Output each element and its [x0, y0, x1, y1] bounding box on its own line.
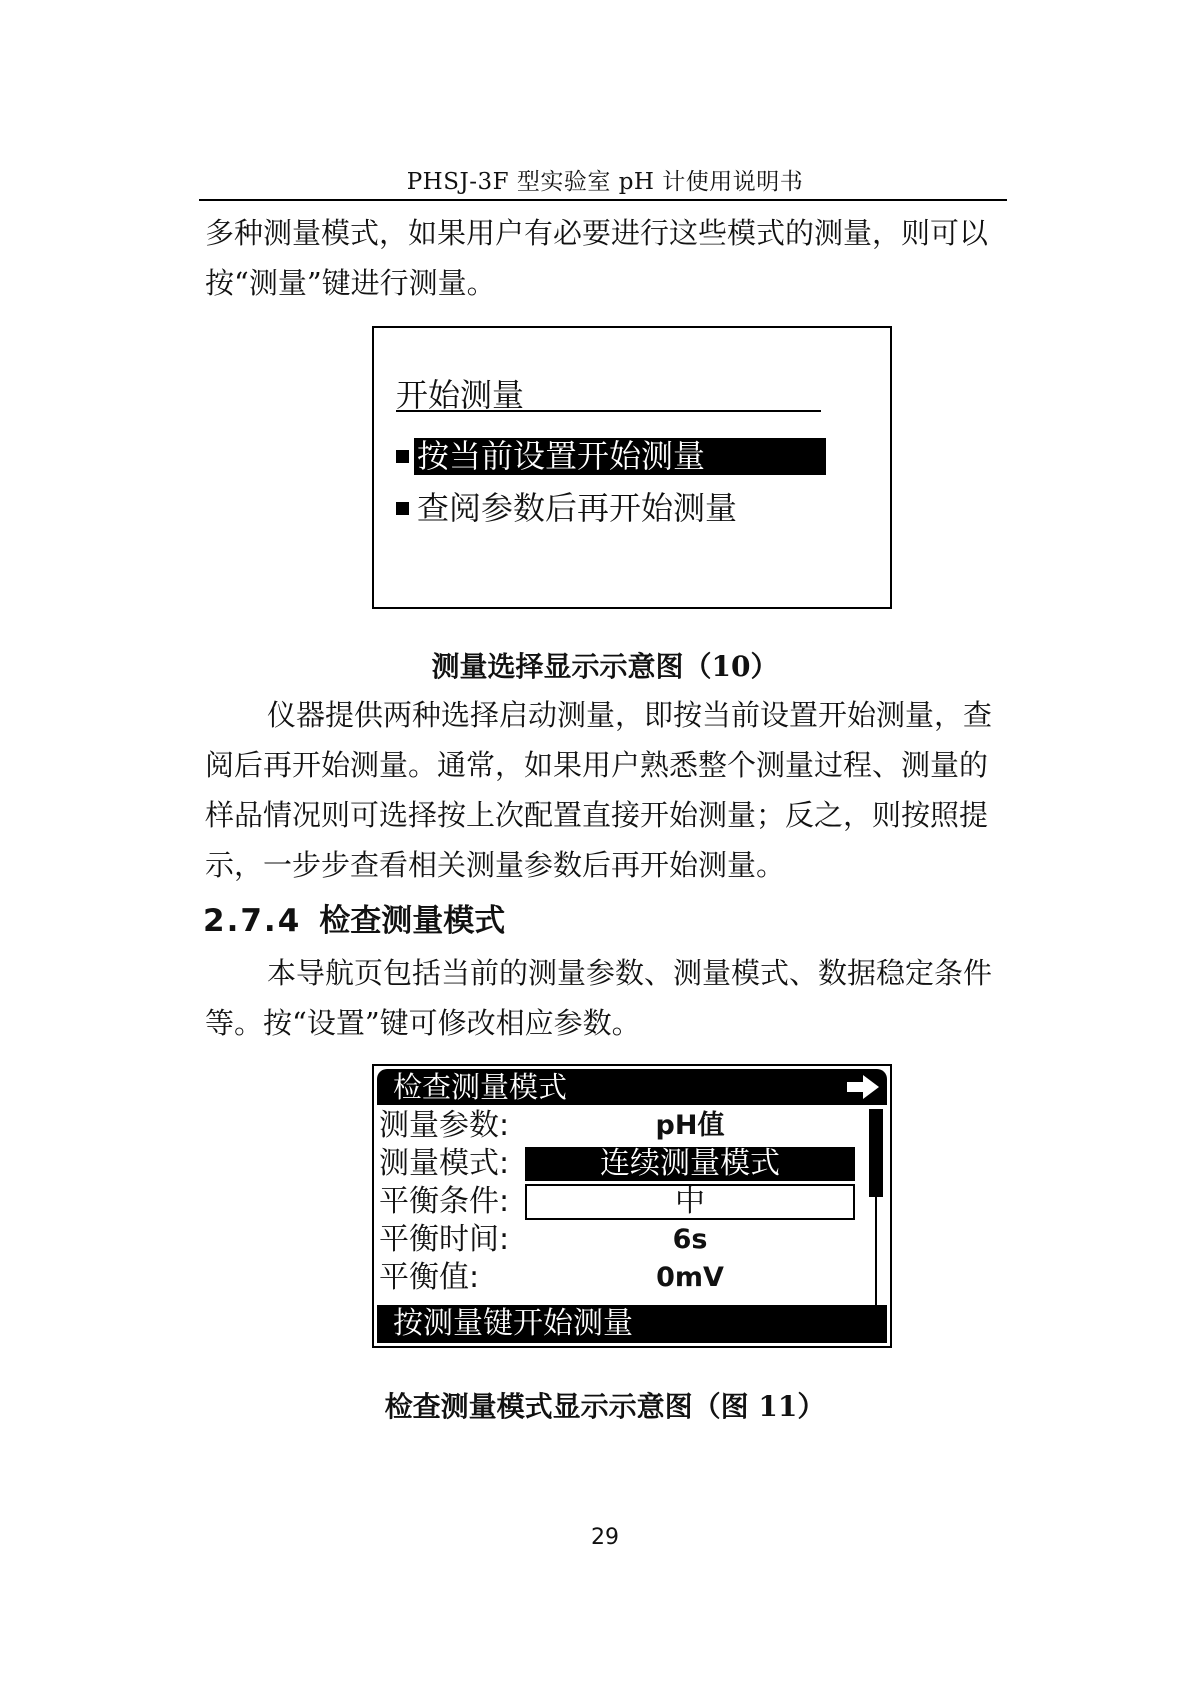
- paragraph-line: 多种测量模式，如果用户有必要进行这些模式的测量，则可以: [205, 216, 989, 250]
- paragraph-line: 仪器提供两种选择启动测量，即按当前设置开始测量，查: [267, 698, 993, 732]
- param-value: pH值: [655, 1110, 725, 1141]
- param-label: 测量参数:: [379, 1108, 510, 1143]
- balance-time-row: [379, 1221, 855, 1259]
- bullet-icon: [396, 502, 409, 515]
- paragraph-line: 样品情况则可选择按上次配置直接开始测量；反之，则按照提: [205, 798, 989, 832]
- menu-item-review-params[interactable]: [396, 490, 740, 527]
- balance-condition-row[interactable]: [379, 1183, 855, 1221]
- page-header: PHSJ-3F 型实验室 pH 计使用说明书: [406, 169, 804, 195]
- paragraph-2: [205, 690, 1005, 890]
- section-heading: [203, 895, 505, 940]
- figure-caption-10: 测量选择显示示意图（10）: [431, 650, 779, 683]
- mode-label: 测量模式:: [379, 1146, 510, 1181]
- section-title: 检查测量模式: [319, 903, 506, 939]
- mode-row[interactable]: [379, 1145, 855, 1183]
- balance-condition-label: 平衡条件:: [379, 1184, 510, 1219]
- section-number: 2.7.4: [203, 903, 302, 939]
- screen-title: 检查测量模式: [393, 1070, 568, 1104]
- screen-title-rule: [396, 410, 821, 412]
- balance-value-label: 平衡值:: [379, 1260, 480, 1295]
- balance-value-row: [379, 1259, 855, 1297]
- footer-hint: 按测量键开始测量: [393, 1306, 633, 1341]
- menu-item-start-current[interactable]: [396, 438, 826, 475]
- screen-footer: [377, 1305, 887, 1343]
- paragraph-line: 示，一步步查看相关测量参数后再开始测量。: [205, 848, 786, 882]
- mode-value[interactable]: 连续测量模式: [525, 1147, 855, 1181]
- scrollbar[interactable]: [869, 1109, 883, 1309]
- paragraph-line: 阅后再开始测量。通常，如果用户熟悉整个测量过程、测量的: [205, 748, 989, 782]
- paragraph-3: [205, 948, 1005, 1048]
- paragraph-line: 本导航页包括当前的测量参数、测量模式、数据稳定条件: [267, 956, 993, 990]
- paragraph-1: [205, 208, 1005, 308]
- menu-item-label: 按当前设置开始测量: [414, 438, 826, 475]
- screen-title: 开始测量: [396, 376, 525, 414]
- right-arrow-icon[interactable]: [845, 1073, 881, 1101]
- balance-time-value: 6s: [672, 1224, 708, 1255]
- paragraph-line: 按“测量”键进行测量。: [205, 266, 496, 300]
- balance-value-value: 0mV: [656, 1262, 724, 1293]
- menu-item-label: 查阅参数后再开始测量: [417, 489, 738, 527]
- balance-time-label: 平衡时间:: [379, 1222, 510, 1257]
- scrollbar-thumb[interactable]: [869, 1109, 883, 1197]
- screen-titlebar: [377, 1069, 887, 1105]
- param-row: [379, 1107, 855, 1145]
- paragraph-line: 等。按“设置”键可修改相应参数。: [205, 1006, 641, 1040]
- start-measurement-screen: [372, 326, 892, 609]
- page-number: 29: [591, 1525, 619, 1550]
- header-rule: [199, 199, 1007, 201]
- figure-caption-11: 检查测量模式显示示意图（图 11）: [384, 1390, 826, 1423]
- bullet-icon: [396, 450, 409, 463]
- balance-condition-value[interactable]: 中: [525, 1184, 855, 1220]
- check-mode-screen: [372, 1064, 892, 1348]
